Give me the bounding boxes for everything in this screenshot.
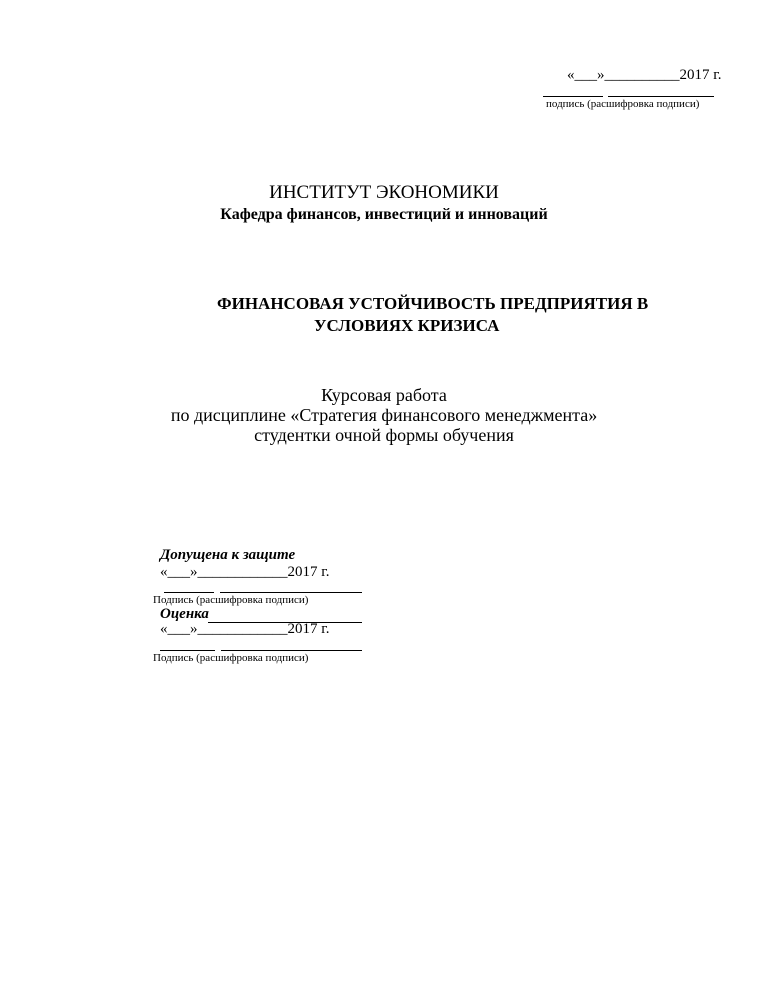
- grade-label: Оценка: [160, 606, 209, 622]
- grade-date-line: «___»____________2017 г.: [160, 621, 330, 637]
- work-type: Курсовая работа: [321, 385, 447, 405]
- top-date-line: «___»__________2017 г.: [567, 67, 722, 83]
- grade-signature-line: [160, 650, 215, 651]
- work-title-line-1: ФИНАНСОВАЯ УСТОЙЧИВОСТЬ ПРЕДПРИЯТИЯ В: [217, 294, 649, 313]
- admitted-decoding-line: [220, 592, 362, 593]
- grade-decoding-line: [221, 650, 362, 651]
- grade-signature-caption: Подпись (расшифровка подписи): [153, 652, 309, 664]
- discipline-line: по дисциплине «Стратегия финансового менеджмента»: [170, 405, 598, 425]
- signature-caption: подпись (расшифровка подписи): [546, 98, 700, 110]
- student-line: студентки очной формы обучения: [254, 425, 514, 445]
- institute-name: ИНСТИТУТ ЭКОНОМИКИ: [269, 182, 499, 203]
- signature-decoding-line: [608, 96, 714, 97]
- admitted-label: Допущена к защите: [160, 547, 296, 563]
- admitted-signature-caption: Подпись (расшифровка подписи): [153, 594, 309, 606]
- signature-line: [543, 96, 603, 97]
- admitted-date-line: «___»____________2017 г.: [160, 564, 330, 580]
- work-title-line-2: УСЛОВИЯХ КРИЗИСА: [314, 316, 500, 335]
- department-name: Кафедра финансов, инвестиций и инноваций: [220, 206, 548, 223]
- admitted-signature-line: [164, 592, 214, 593]
